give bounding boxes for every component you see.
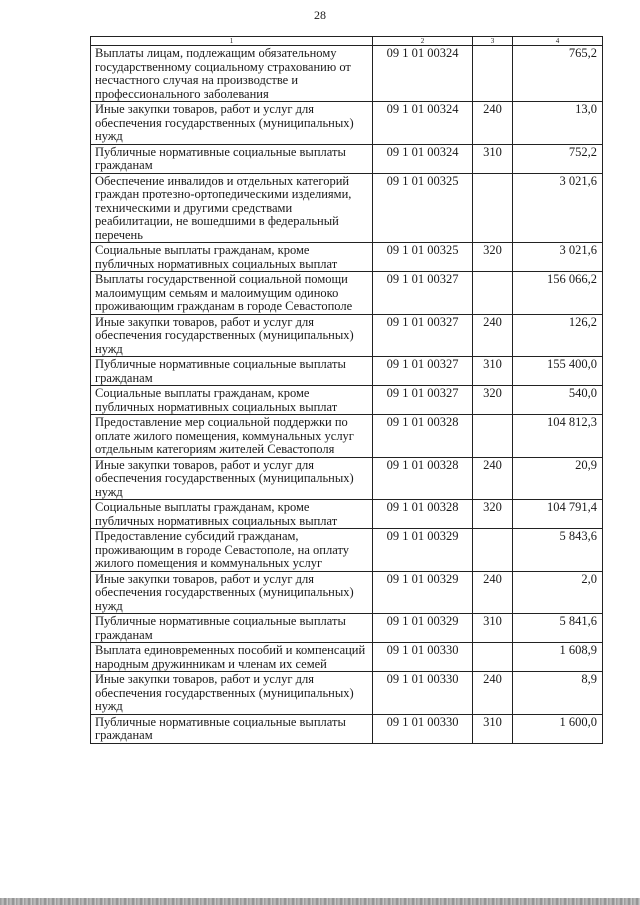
row-amount-cell: 5 843,6 (513, 529, 603, 572)
row-name-cell: Иные закупки товаров, работ и услуг для обеспечения государственных (муниципальных) нужд (91, 571, 373, 614)
row-code-cell: 09 1 01 00327 (373, 386, 473, 415)
row-type-cell: 240 (473, 102, 513, 145)
row-amount-cell: 3 021,6 (513, 243, 603, 272)
row-type-cell: 320 (473, 243, 513, 272)
table-row (91, 415, 603, 458)
row-type-cell (473, 173, 513, 243)
row-code-cell: 09 1 01 00328 (373, 457, 473, 500)
row-amount-cell: 155 400,0 (513, 357, 603, 386)
row-code-cell: 09 1 01 00327 (373, 272, 473, 315)
table-row (91, 672, 603, 715)
row-amount-cell: 126,2 (513, 314, 603, 357)
row-code-cell: 09 1 01 00329 (373, 614, 473, 643)
table-row (91, 46, 603, 102)
row-type-cell: 310 (473, 144, 513, 173)
row-type-cell (473, 272, 513, 315)
row-code-cell: 09 1 01 00330 (373, 714, 473, 743)
row-type-cell: 240 (473, 314, 513, 357)
row-amount-cell: 20,9 (513, 457, 603, 500)
row-amount-cell: 104 812,3 (513, 415, 603, 458)
row-name-cell: Публичные нормативные социальные выплаты гражданам (91, 144, 373, 173)
row-amount-cell: 8,9 (513, 672, 603, 715)
table-row (91, 529, 603, 572)
row-code-cell: 09 1 01 00325 (373, 173, 473, 243)
page-number: 28 (314, 8, 326, 22)
row-name-cell: Обеспечение инвалидов и отдельных категорий граждан протезно-ортопедическими изделиями, техническими и другими средствами реабилитации, не вошедшими в федеральный перечень (91, 173, 373, 243)
row-name-cell: Иные закупки товаров, работ и услуг для обеспечения государственных (муниципальных) нужд (91, 314, 373, 357)
row-type-cell (473, 643, 513, 672)
row-code-cell: 09 1 01 00328 (373, 500, 473, 529)
row-code-cell: 09 1 01 00328 (373, 415, 473, 458)
row-amount-cell: 765,2 (513, 46, 603, 102)
row-name-cell: Социальные выплаты гражданам, кроме публичных нормативных социальных выплат (91, 243, 373, 272)
row-type-cell (473, 529, 513, 572)
table-row (91, 714, 603, 743)
table-row (91, 243, 603, 272)
row-name-cell: Иные закупки товаров, работ и услуг для обеспечения государственных (муниципальных) нужд (91, 672, 373, 715)
row-type-cell: 310 (473, 614, 513, 643)
row-amount-cell: 104 791,4 (513, 500, 603, 529)
row-code-cell: 09 1 01 00327 (373, 314, 473, 357)
row-name-cell: Иные закупки товаров, работ и услуг для обеспечения государственных (муниципальных) нужд (91, 102, 373, 145)
table-row (91, 314, 603, 357)
row-code-cell: 09 1 01 00330 (373, 672, 473, 715)
row-amount-cell: 540,0 (513, 386, 603, 415)
row-name-cell: Социальные выплаты гражданам, кроме публичных нормативных социальных выплат (91, 386, 373, 415)
budget-table (90, 36, 603, 744)
row-type-cell: 320 (473, 386, 513, 415)
row-type-cell: 310 (473, 714, 513, 743)
row-type-cell (473, 415, 513, 458)
row-code-cell: 09 1 01 00324 (373, 144, 473, 173)
row-code-cell: 09 1 01 00329 (373, 529, 473, 572)
row-type-cell: 320 (473, 500, 513, 529)
row-type-cell: 240 (473, 571, 513, 614)
row-name-cell: Выплата единовременных пособий и компенсаций народным дружинникам и членам их семей (91, 643, 373, 672)
row-name-cell: Предоставление мер социальной поддержки по оплате жилого помещения, коммунальных услуг отдельным категориям жителей Севастополя (91, 415, 373, 458)
row-code-cell: 09 1 01 00325 (373, 243, 473, 272)
table-row (91, 500, 603, 529)
table-row (91, 357, 603, 386)
table-row (91, 272, 603, 315)
row-amount-cell: 13,0 (513, 102, 603, 145)
row-type-cell: 240 (473, 457, 513, 500)
row-amount-cell: 156 066,2 (513, 272, 603, 315)
row-amount-cell: 2,0 (513, 571, 603, 614)
table-row (91, 571, 603, 614)
row-name-cell: Публичные нормативные социальные выплаты гражданам (91, 357, 373, 386)
row-code-cell: 09 1 01 00329 (373, 571, 473, 614)
row-code-cell: 09 1 01 00324 (373, 102, 473, 145)
row-amount-cell: 1 608,9 (513, 643, 603, 672)
table-row (91, 457, 603, 500)
row-amount-cell: 5 841,6 (513, 614, 603, 643)
row-name-cell: Публичные нормативные социальные выплаты гражданам (91, 714, 373, 743)
column-number-2: 2 (373, 37, 473, 46)
table-row (91, 386, 603, 415)
table-row (91, 102, 603, 145)
row-name-cell: Социальные выплаты гражданам, кроме публичных нормативных социальных выплат (91, 500, 373, 529)
row-type-cell: 240 (473, 672, 513, 715)
row-name-cell: Выплаты лицам, подлежащим обязательному государственному социальному страхованию от несчастного случая на производстве и профессионального заболевания (91, 46, 373, 102)
table-row (91, 643, 603, 672)
column-number-4: 4 (513, 37, 603, 46)
table-header-row (91, 37, 603, 46)
column-number-3: 3 (473, 37, 513, 46)
row-name-cell: Публичные нормативные социальные выплаты гражданам (91, 614, 373, 643)
column-number-1: 1 (91, 37, 373, 46)
row-type-cell (473, 46, 513, 102)
row-name-cell: Предоставление субсидий гражданам, проживающим в городе Севастополе, на оплату жилого помещения и коммунальных услуг (91, 529, 373, 572)
row-name-cell: Выплаты государственной социальной помощи малоимущим семьям и малоимущим одиноко проживающим гражданам в городе Севастополе (91, 272, 373, 315)
table-row (91, 614, 603, 643)
row-amount-cell: 1 600,0 (513, 714, 603, 743)
row-code-cell: 09 1 01 00327 (373, 357, 473, 386)
table-row (91, 144, 603, 173)
row-code-cell: 09 1 01 00330 (373, 643, 473, 672)
row-code-cell: 09 1 01 00324 (373, 46, 473, 102)
scan-edge-artifact (0, 898, 640, 905)
table-row (91, 173, 603, 243)
row-amount-cell: 752,2 (513, 144, 603, 173)
row-amount-cell: 3 021,6 (513, 173, 603, 243)
row-type-cell: 310 (473, 357, 513, 386)
table-body (91, 46, 603, 744)
row-name-cell: Иные закупки товаров, работ и услуг для обеспечения государственных (муниципальных) нужд (91, 457, 373, 500)
